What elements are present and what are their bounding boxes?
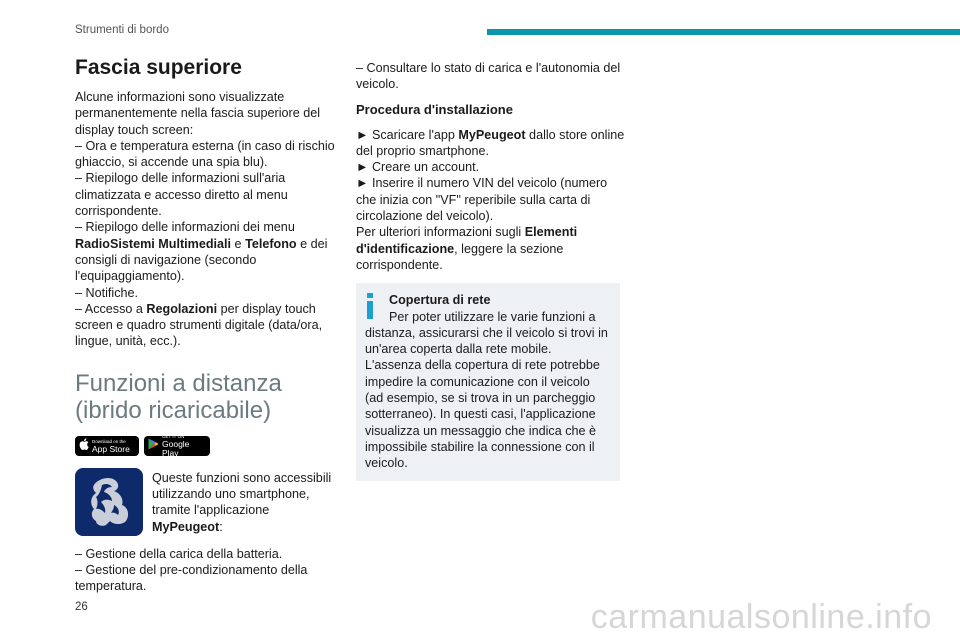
badge-caption: GET IT ON <box>162 434 185 440</box>
badge-caption: Download on the <box>92 438 126 444</box>
text: Per ulteriori informazioni sugli <box>356 225 525 240</box>
peugeot-lion-icon <box>75 468 143 536</box>
info-box <box>356 283 620 480</box>
apple-icon <box>79 438 89 453</box>
google-play-icon <box>148 438 159 453</box>
badge-text <box>92 438 130 454</box>
text: : <box>219 519 223 534</box>
list-item <box>75 301 337 350</box>
watermark: carmanualsonline.info <box>590 598 932 636</box>
list-item: – Gestione del pre-condizionamento della temperatura. <box>75 563 308 594</box>
menu-name: Regolazioni <box>146 301 218 316</box>
menu-name: Telefono <box>245 236 297 251</box>
list-item <box>75 219 337 284</box>
list-item: – Consultare lo stato di carica e l'autonomia del veicolo. <box>356 61 621 92</box>
info-text: L'assenza della copertura di rete potrebbe impedire la comunicazione con il veicolo (ad esempio, se si trova in un parcheggio sotterraneo). In questi casi, l'applicazione visualizza un messaggio che indica che è impossibile stabilire la connessione con il veicolo. <box>365 358 600 471</box>
section-reference: Elementi d'identificazione <box>356 225 578 256</box>
remote-functions-title: Funzioni a distanza (ibrido ricaricabile) <box>75 369 282 424</box>
info-title: Copertura di rete <box>389 293 491 308</box>
text: Queste funzioni sono accessibili utilizzando uno smartphone, tramite l'applicazione <box>152 470 332 518</box>
app-name: MyPeugeot <box>152 519 220 534</box>
text: ► Scaricare l'app <box>356 127 459 142</box>
intro-paragraph: Alcune informazioni sono visualizzate permanentemente nella fascia superiore del display touch screen: <box>75 90 321 137</box>
text: – Riepilogo delle informazioni dei menu <box>75 220 295 235</box>
store-badges <box>75 434 337 459</box>
more-info-paragraph <box>356 224 626 273</box>
text: per display touch screen e quadro strumenti digitale (data/ora, lingue, unità, ecc.). <box>75 301 323 349</box>
app-description <box>152 468 337 536</box>
procedure-step: ► Creare un account. <box>356 160 480 175</box>
google-play-badge[interactable] <box>144 434 210 459</box>
list-item: – Ora e temperatura esterna (in caso di rischio ghiaccio, si accende una spia blu). <box>75 138 335 170</box>
procedure-step <box>356 127 626 160</box>
procedure-title: Procedura d'installazione <box>356 101 513 117</box>
section-title: Fascia superiore <box>75 56 242 79</box>
list-item: – Gestione della carica della batteria. <box>75 546 283 561</box>
list-item: – Notifiche. <box>75 285 138 300</box>
app-name: MyPeugeot <box>458 127 526 142</box>
info-icon <box>365 293 375 319</box>
left-column <box>75 56 337 595</box>
procedure-step: ► Inserire il numero VIN del veicolo (numero che inizia con "VF" reperibile sulla carta di circolazione del veicolo). <box>356 176 608 224</box>
list-item: – Riepilogo delle informazioni sull'aria climatizzata e accesso diretto al menu corrispondente. <box>75 171 288 219</box>
right-column <box>356 60 626 481</box>
page-number: 26 <box>75 601 88 613</box>
badge-store-name: App Store <box>92 443 130 454</box>
text: – Accesso a <box>75 301 147 316</box>
badge-store-name: Google Play <box>162 439 190 459</box>
header-accent-bar <box>487 29 960 35</box>
text: , leggere la sezione corrispondente. <box>356 241 564 272</box>
text: dallo store online del proprio smartphone. <box>356 127 625 158</box>
info-text <box>365 309 611 358</box>
app-info-row <box>75 468 337 536</box>
text: e dei consigli di navigazione (secondo l'equipaggiamento). <box>75 236 328 284</box>
text: Per poter utilizzare le varie funzioni a distanza, assicurarsi che il veicolo si trovi in un'area coperta dalla rete mobile. <box>365 309 608 357</box>
app-store-badge[interactable] <box>75 436 139 456</box>
section-header: Strumenti di bordo <box>75 24 169 36</box>
menu-name: RadioSistemi Multimediali <box>75 236 232 251</box>
text: e <box>231 236 246 251</box>
badge-text <box>162 433 206 458</box>
